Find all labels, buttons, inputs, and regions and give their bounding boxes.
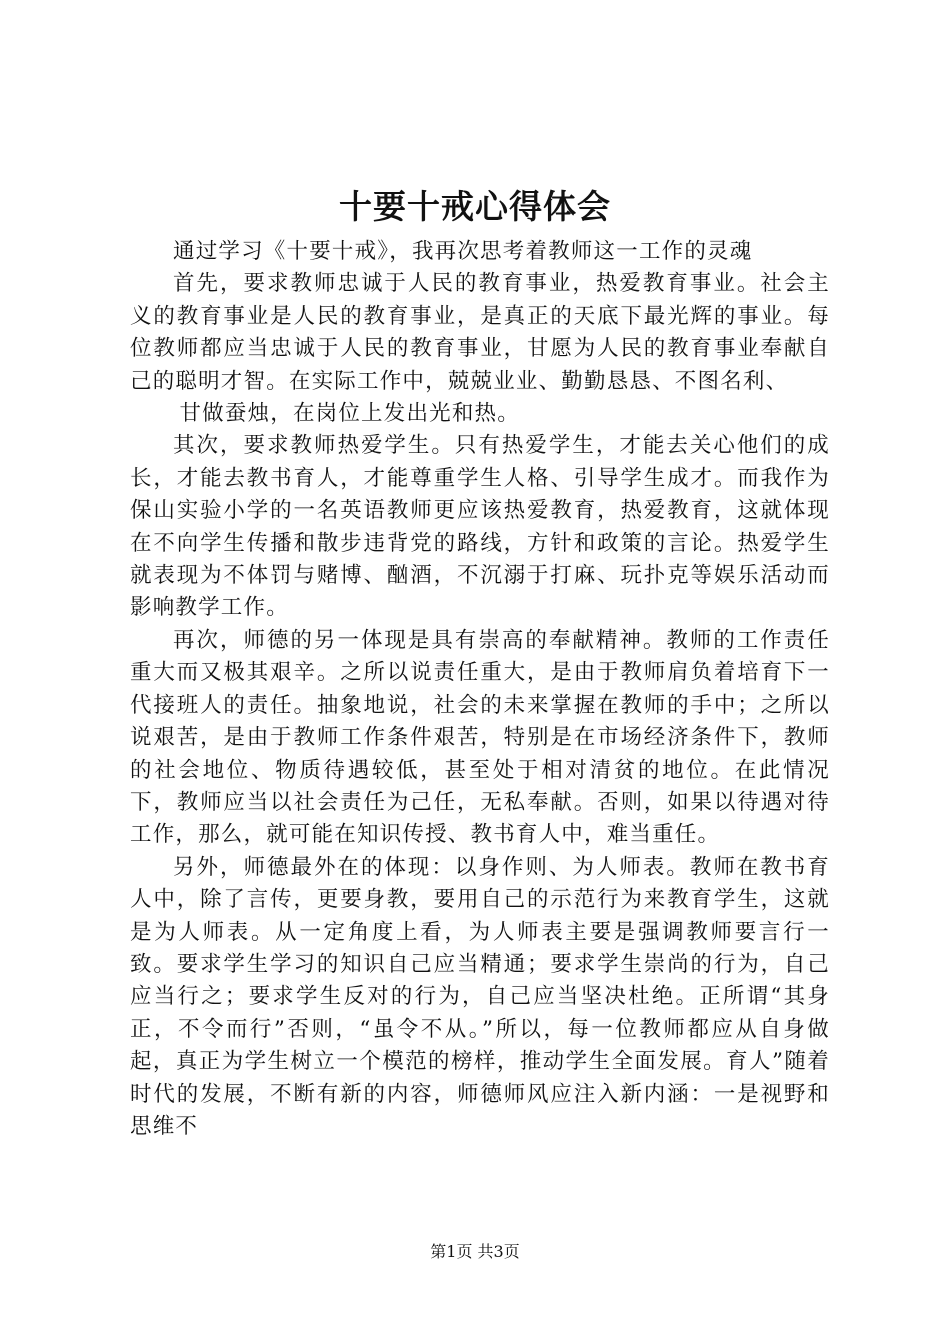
page-number-footer: 第1页 共3页: [430, 1242, 520, 1261]
paragraph-fourth: 另外，师德最外在的体现：以身作则、为人师表。教师在教书育人中，除了言传，更要身教，要用自己的示范行为来教育学生，这就是为人师表。从一定角度上看，为人师表主要是强调教师要言行一致。要求学生学习的知识自己应当精通；要求学生崇尚的行为，自己应当行之；要求学生反对的行为，自己应当坚决杜绝。正所谓“其身正，不令而行”否则，“虽令不从。”所以，每一位教师都应从自身做起，真正为学生树立一个模范的榜样，推动学生全面发展。育人”随着时代的发展，不断有新的内容，师德师风应注入新内涵：一是视野和思维不: [130, 854, 830, 1139]
paragraph-first-continued: 甘做蚕烛，在岗位上发出光和热。: [179, 401, 520, 427]
paragraph-third: 再次，师德的另一体现是具有崇高的奉献精神。教师的工作责任重大而又极其艰辛。之所以说责任重大，是由于教师肩负着培育下一代接班人的责任。抽象地说，社会的未来掌握在教师的手中；之所以说艰苦，是由于教师工作条件艰苦，特别是在市场经济条件下，教师的社会地位、物质待遇较低，甚至处于相对清贫的地位。在此情况下，教师应当以社会责任为己任，无私奉献。否则，如果以待遇对待工作，那么，就可能在知识传授、教书育人中，难当重任。: [130, 627, 830, 848]
paragraph-second: 其次，要求教师热爱学生。只有热爱学生，才能去关心他们的成长，才能去教书育人，才能尊重学生人格、引导学生成才。而我作为保山实验小学的一名英语教师更应该热爱教育，热爱教育，这就体现在不向学生传播和散步违背党的路线，方针和政策的言论。热爱学生就表现为不体罚与赌博、酗酒，不沉溺于打麻、玩扑克等娱乐活动而影响教学工作。: [130, 433, 830, 621]
document-body: [130, 236, 830, 1143]
paragraph-first: 首先，要求教师忠诚于人民的教育事业，热爱教育事业。社会主义的教育事业是人民的教育事业，是真正的天底下最光辉的事业。每位教师都应当忠诚于人民的教育事业，甘愿为人民的教育事业奉献自己的聪明才智。在实际工作中，兢兢业业、勤勤恳恳、不图名利、: [130, 271, 830, 394]
document-title: 十要十戒心得体会: [339, 187, 611, 226]
paragraph-intro: 通过学习《十要十戒》，我再次思考着教师这一工作的灵魂: [173, 239, 753, 264]
